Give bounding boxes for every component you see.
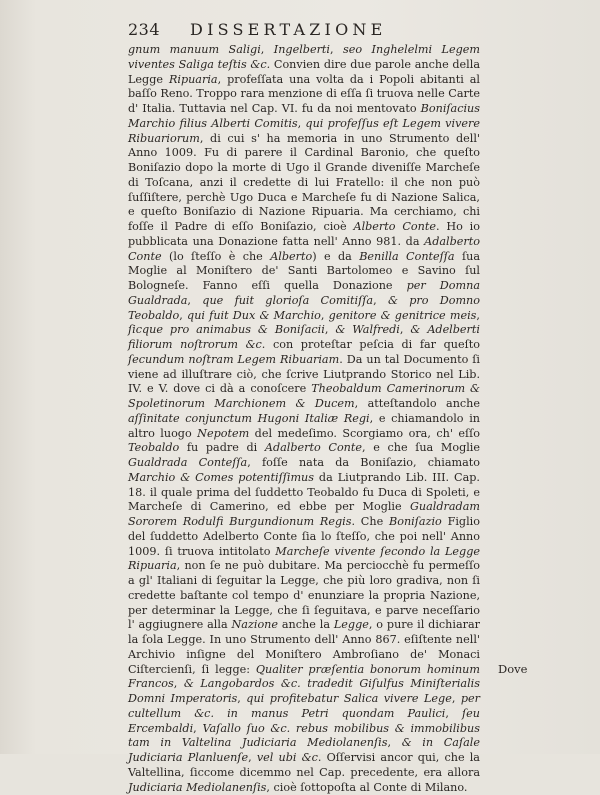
page-number: 234 [128, 20, 161, 39]
body-paragraph: gnum manuum Saligi, Ingelberti, seo Inghelelmi Legem viventes Saliga teſtis &c. Convien dire due parole anche della Legge Ripuaria, profeſſata una volta da i Popoli abitanti al baſſo Reno. Troppo rara menzione di eſſa ſi truova nelle Carte d' Italia. Tuttavia nel Cap. VI. fu da noi mentovato Boniſacius Marchio filius Alberti Comitis, qui profeſſus eſt Legem vivere Ribuariorum, di cui s' ha memoria in uno Strumento dell' Anno 1009. Fu di parere il Cardinal Baronio, che queſto Boniſazio dopo la morte di Ugo il Grande diveniſſe Marcheſe di Toſcana, anzi il credette di lui Fratello: il che non può ſuſſiſtere, perchè Ugo Duca e Marcheſe fu di Nazione Salica, e queſto Boniſazio di Nazione Ripuaria. Ma cerchiamo, chi foſſe il Padre di eſſo Boniſazio, cioè Alberto Conte. Ho io pubblicata una Donazione fatta nell' Anno 981. da Adalberto Conte (lo ſteſſo è che Alberto) e da Benilla Conteſſa ſua Moglie al Moniſtero de' Santi Bartolomeo e Savino ſul Bologneſe. Fanno eſſi quella Donazione per Domna Gualdrada, que fuit glorioſa Comitiſſa, & pro Domno Teobaldo, qui fuit Dux & Marchio, genitore & genitrice meis, ſicque pro animabus & Boniſacii, & Walfredi, & Adelberti filiorum noſtrorum &c. con proteſtar peſcia di far queſto ſecundum noſtram Legem Ribuariam. Da un tal Documento ſi viene ad illuſtrare ciò, che ſcrive Liutprando Storico nel Lib. IV. e V. dove ci dà a conoſcere Theobaldum Camerinorum & Spoletinorum Marchionem & Ducem, atteſtandolo anche aſſinitate conjunctum Hugoni Italiæ Regi, e chiamandolo in altro luogo Nepotem del medeſimo. Scorgiamo ora, ch' eſſo Teobaldo fu padre di Adalberto Conte, e che ſua Moglie Gualdrada Conteſſa, foſſe nata da Boniſazio, chiamato Marchio & Comes potentiſſimus da Liutprando Lib. III. Cap. 18. il quale prima del ſuddetto Teobaldo fu Duca di Spoleti, e Marcheſe di Camerino, ed ebbe per Moglie Gualdradam Sororem Rodulfi Burgundionum Regis. Che Boniſazio Figlio del ſuddetto Adelberto Conte ſia lo ſteſſo, che poi nell' Anno 1009. ſi truova intitolato Marcheſe vivente ſecondo la Legge Ripuaria, non ſe ne può dubitare. Ma perciocchè fu permeſſo a gl' Italiani di ſeguitar la Legge, che più loro gradiva, non ſi credette baſtante col tempo d' enunziare la propria Nazione, per determinar la Legge, che ſi ſeguitava, e parve neceſſario l' aggiugnere alla Nazione anche la Legge, o pure il dichiarar la ſola Legge. In uno Strumento dell' Anno 867. eſiſtente nell' Archivio inſigne del Moniſtero Ambroſiano de' Monaci Ciſtercienſi, ſi legge: Qualiter præſentia bonorum hominum Francos, & Langobardos &c. tradedit Giſulfus Miniſterialis Domni Imperatoris, qui profitebatur Salica vivere Lege, per cultellum &c. in manus Petri quondam Paulici, ſeu Ercembaldi, Vaſallo ſuo &c. rebus mobilibus & immobilibus tam in Valtelina Judiciaria Mediolanenſis, & in Caſale Judiciaria Planluenſe, vel ubi &c. Oſſervisi ancor qui, che la Valtellina, ſiccome dicemmo nel Cap. precedente, era allora Judiciaria Mediolanenſis, cioè ſottopoſta al Conte di Milano. [128, 43, 481, 794]
page-header [128, 20, 480, 42]
body-text [128, 43, 480, 795]
running-title: DISSERTAZIONE [190, 20, 387, 39]
catchword: Dove [498, 662, 528, 676]
